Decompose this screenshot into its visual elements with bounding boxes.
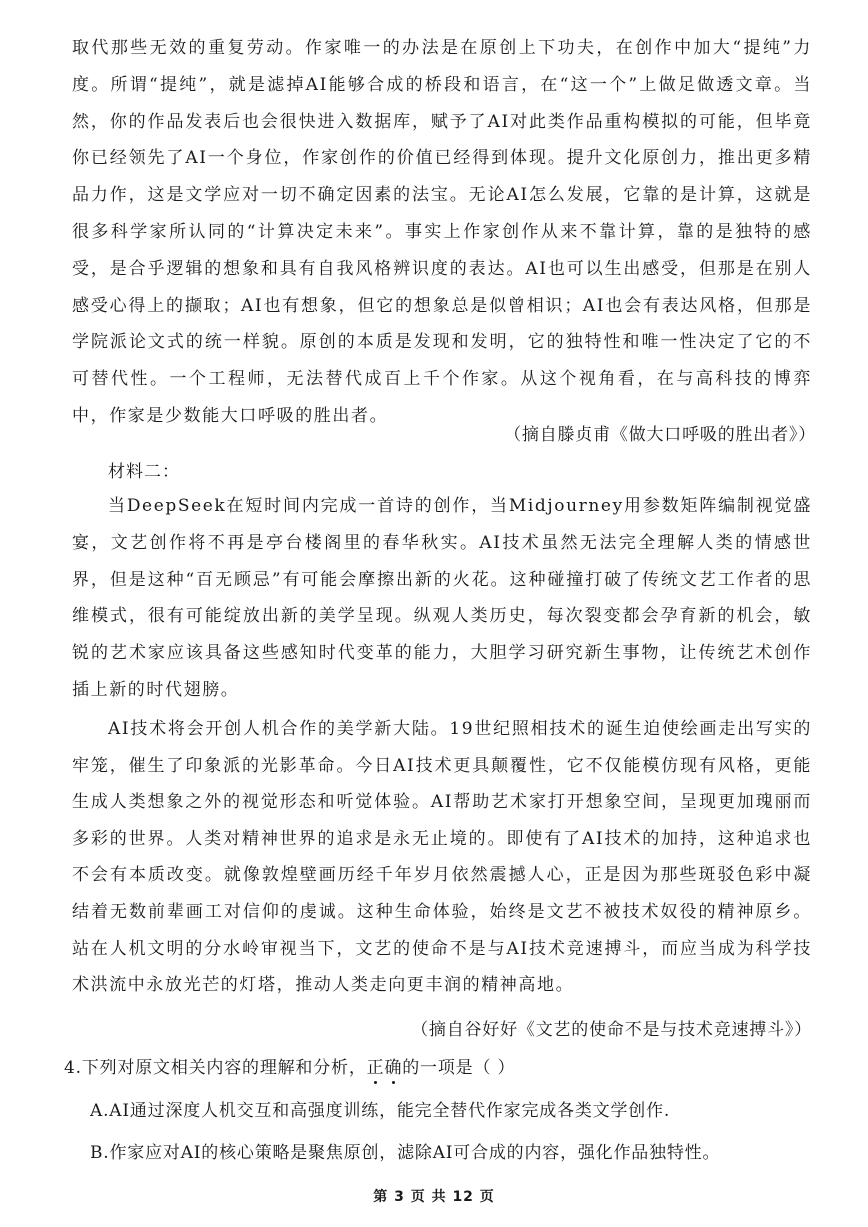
emphasis-char-1: 正 [367, 1050, 385, 1086]
option-b: B.作家应对AI的核心策略是聚焦原创，滤除AI可合成的内容，强化作品独特性。 [90, 1143, 721, 1163]
material2-paragraph-1: 当DeepSeek在短时间内完成一首诗的创作，当Midjourney用参数矩阵编制视觉盛宴，文艺创作将不再是亭台楼阁里的春华秋实。AI技术虽然无法完全理解人类的情感世界，但是这种“百无顾忌”有可能会摩擦出新的火花。这种碰撞打破了传统文艺工作者的思维模式，很有可能绽放出新的美学呈现。纵观人类历史，每次裂变都会孕育新的机会，敏锐的艺术家应该具备这些感知时代变革的能力，大胆学习研究新生事物，让传统艺术创作插上新的时代翅膀。 [72, 496, 812, 700]
emphasis-char-2: 确 [384, 1050, 402, 1086]
material1-paragraph: 取代那些无效的重复劳动。作家唯一的办法是在原创上下功夫，在创作中加大“提纯”力度。所谓“提纯”，就是滤掉AI能够合成的桥段和语言，在“这一个”上做足做透文章。当然，你的作品发表后也会很快进入数据库，赋予了AI对此类作品重构模拟的可能，但毕竟你已经领先了AI一个身位，作家创作的价值已经得到体现。提升文化原创力，推出更多精品力作，这是文学应对一切不确定因素的法宝。无论AI怎么发展，它靠的是计算，这就是很多科学家所认同的“计算决定未来”。事实上作家创作从来不靠计算，靠的是独特的感受，是合乎逻辑的想象和具有自我风格辨识度的表达。AI也可以生出感受，但那是在别人感受心得上的撷取；AI也有想象，但它的想象总是似曾相识；AI也会有表达风格，但那是学院派论文式的统一样貌。原创的本质是发现和发明，它的独特性和唯一性决定了它的不可替代性。一个工程师，无法替代成百上千个作家。从这个视角看，在与高科技的博弈中，作家是少数能大口呼吸的胜出者。 [72, 38, 812, 426]
material2-citation: （摘自谷好好《文艺的使命不是与技术竞速搏斗》） [411, 1020, 812, 1040]
option-a: A.AI通过深度人机交互和高强度训练，能完全替代作家完成各类文学创作. [90, 1101, 671, 1121]
page-footer: 第 3 页 共 12 页 [373, 1189, 495, 1205]
material2-paragraph-2: AI技术将会开创人机合作的美学新大陆。19世纪照相技术的诞生迫使绘画走出写实的牢笼，催生了印象派的光影革命。今日AI技术更具颠覆性，它不仅能模仿现有风格，更能生成人类想象之外的视觉形态和听觉体验。AI帮助艺术家打开想象空间，呈现更加瑰丽而多彩的世界。人类对精神世界的追求是永无止境的。即使有了AI技术的加持，这种追求也不会有本质改变。就像敦煌壁画历经千年岁月依然震撼人心，正是因为那些斑驳色彩中凝结着无数前辈画工对信仰的虔诚。这种生命体验，始终是文艺不被技术奴役的精神原乡。站在人机文明的分水岭审视当下，文艺的使命不是与AI技术竞速搏斗，而应当成为科学技术洪流中永放光芒的灯塔，推动人类走向更丰润的精神高地。 [72, 719, 812, 996]
question-stem-prefix: 4.下列对原文相关内容的理解和分析， [64, 1058, 367, 1078]
material1-citation: （摘自滕贞甫《做大口呼吸的胜出者》） [504, 425, 816, 445]
question-4-stem [64, 1050, 515, 1086]
material2-heading: 材料二： [108, 462, 180, 482]
question-stem-suffix: 的一项是（ ） [402, 1058, 516, 1078]
